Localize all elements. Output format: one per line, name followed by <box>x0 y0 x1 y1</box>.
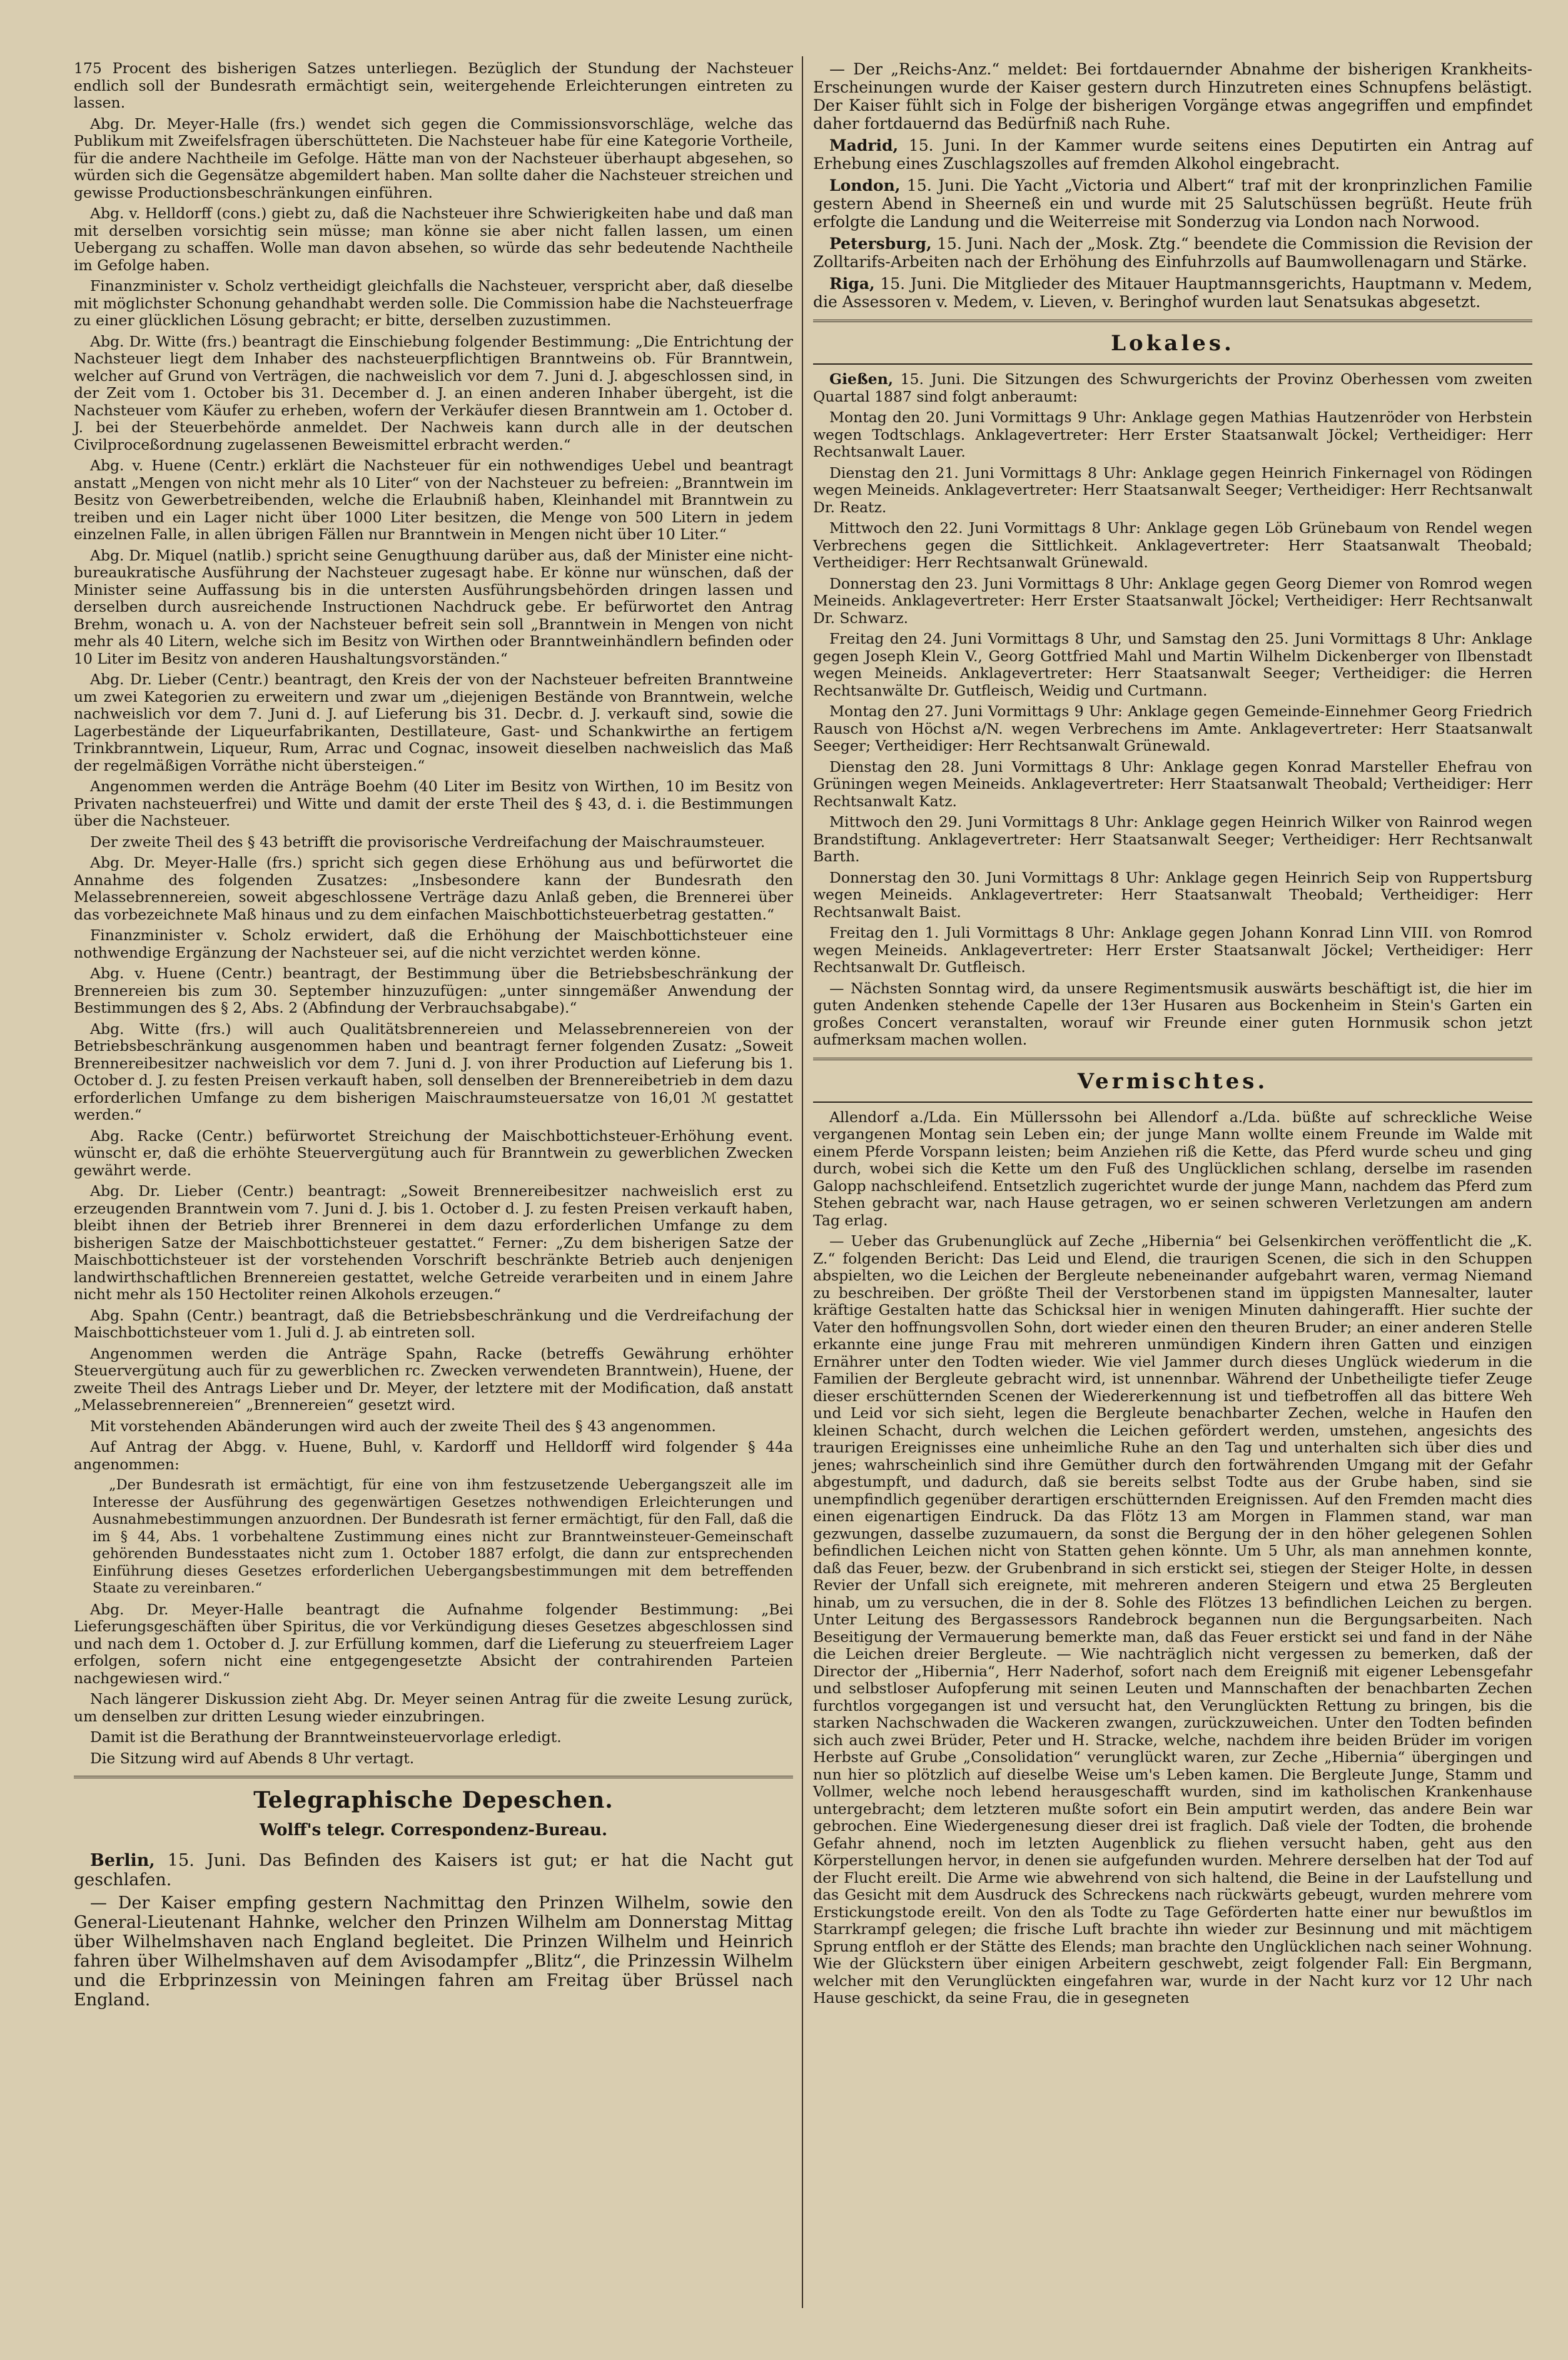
section-subtitle: Wolff's telegr. Correspondenz-Bureau. <box>260 1821 607 1840</box>
paragraph: Angenommen werden die Anträge Boehm (40 Liter im Besitz von Wirthen, 10 im Besitz von Privaten nachsteuerfrei) und Witte und damit der erste Theil des § 43, d. i. die Bestimmungen über die Nachsteuer. <box>74 777 793 829</box>
paragraph: Abg. v. Huene (Centr.) beantragt, der Bestimmung über die Betriebsbeschränkung der Brennereien bis zum 30. September hinzuzufügen: „unter sinngemäßer Anwendung der Bestimmungen des § 2, Abs. 2 (Abfindung der Verbrauchsabgabe).“ <box>74 965 793 1016</box>
dateline: Madrid, <box>829 136 899 154</box>
paragraph: Mittwoch den 29. Juni Vormittags 8 Uhr: Anklage gegen Heinrich Wilker von Rainrod wegen Brandstiftung. Anklagevertreter: Herr Staatsanwalt Seeger; Vertheidiger: Herr Rechtsanwalt Barth. <box>813 813 1532 865</box>
telegram-block <box>813 60 1532 311</box>
paragraph: Abg. Spahn (Centr.) beantragt, daß die Betriebsbeschränkung und die Verdreifachung der Maischbottichsteuer vom 1. Juli d. J. ab eintreten soll. <box>74 1306 793 1341</box>
telegram-block <box>74 1851 793 2010</box>
column-divider <box>802 56 803 2308</box>
dateline: Petersburg, <box>829 235 932 253</box>
dateline: Gießen, <box>829 370 894 388</box>
paragraph: Finanzminister v. Scholz erwidert, daß die Erhöhung der Maischbottichsteuer eine nothwendige Ergänzung der Nachsteuer sei, auf die nicht verzichtet werden könne. <box>74 926 793 961</box>
paragraph: Finanzminister v. Scholz vertheidigt gleichfalls die Nachsteuer, verspricht aber, daß dieselbe mit möglichster Schonung gehandhabt werden solle. Die Commission habe die Nachsteuerfrage zu einer glücklichen Lösung gebracht; er bitte, derselben zuzustimmen. <box>74 277 793 329</box>
paragraph: 15. Juni. Die Sitzungen des Schwurgerichts der Provinz Oberhessen vom zweiten Quartal 1887 sind folgt anberaumt: <box>813 370 1532 405</box>
paragraph: Donnerstag den 30. Juni Vormittags 8 Uhr: Anklage gegen Heinrich Seip von Ruppertsburg wegen Meineids. Anklagevertreter: Herr Staatsanwalt Theobald; Vertheidiger: Herr Rechtsanwalt Baist. <box>813 868 1532 921</box>
paragraph: Angenommen werden die Anträge Spahn, Racke (betreffs Gewährung erhöhter Steuervergütung auch für zu gewerblichen rc. Zwecken verwendeten Branntwein), Huene, der zweite Theil des Antrags Lieber und Dr. Meyer, der letztere mit der Modification, daß anstatt „Melassebrennereien“ „Brennereien“ gesetzt wird. <box>74 1344 793 1414</box>
paragraph: Abg. Dr. Meyer-Halle (frs.) spricht sich gegen diese Erhöhung aus und befürwortet die Annahme des folgenden Zusatzes: „Insbesondere kann der Bundesrath den Melassebrennereien, soweit abgeschlossene Verträge dazu Anlaß geben, die Brennerei über das vorbezeichnete Maß hinaus und zu dem einfachen Maischbottichsteuerbetrag gestatten.“ <box>74 854 793 923</box>
telegram-text: 15. Juni. Das Befinden des Kaisers ist gut; er hat die Nacht gut geschlafen. <box>74 1851 793 1890</box>
paragraph: Dienstag den 21. Juni Vormittags 8 Uhr: Anklage gegen Heinrich Finkernagel von Rödingen wegen Meineids. Anklagevertreter: Herr Staatsanwalt Seeger; Vertheidiger: Herr Rechtsanwalt Dr. Reatz. <box>813 463 1532 516</box>
section-divider <box>813 1058 1532 1060</box>
section-title-lokales: Lokales. <box>1111 331 1235 356</box>
paragraph: Montag den 20. Juni Vormittags 9 Uhr: Anklage gegen Mathias Hautzenröder von Herbstein wegen Todtschlags. Anklagevertreter: Herr Erster Staatsanwalt Jöckel; Vertheidiger: Herr Rechtsanwalt Lauer. <box>813 408 1532 460</box>
paragraph: Abg. v. Helldorff (cons.) giebt zu, daß die Nachsteuer ihre Schwierigkeiten habe und daß man mit derselben vorsichtig sein müsse; man könne sie aber nicht fallen lassen, um einen Uebergang zu schaffen. Wolle man davon absehen, so würde das sehr bedeutende Nachtheile im Gefolge haben. <box>74 205 793 274</box>
dateline: Riga, <box>829 275 875 293</box>
paragraph: Abg. Dr. Lieber (Centr.) beantragt, den Kreis der von der Nachsteuer befreiten Branntweine um zwei Kategorien zu erweitern und zwar um „diejenigen Bestände von Branntwein, welche nachweislich vor dem 7. Juni d. J. auf Lieferung bis 31. Decbr. d. J. verkauft sind, sowie die Lagerbestände der Liqueurfabrikanten, Destillateure, Gast- und Schankwirthe an fertigem Trinkbranntwein, Liqueur, Rum, Arrac und Cognac, insoweit dieselben nachweislich das Maß der regelmäßigen Vorräthe nicht übersteigen.“ <box>74 671 793 774</box>
telegram-text: 15. Juni. Nach der „Mosk. Ztg.“ beendete die Commission die Revision der Zolltarifs-Arbeiten nach der Erhöhung des Einfuhrzolls auf Baumwollenagarn und Stärke. <box>813 235 1532 271</box>
paragraph: Abg. Dr. Meyer-Halle (frs.) wendet sich gegen die Commissionsvorschläge, welche das Publikum mit Zweifelsfragen überschütteten. Die Nachsteuer habe für eine Kategorie Vortheile, für die andere Nachtheile im Gefolge. Hätte man von der Nachsteuer überhaupt abgesehen, so würden sich die Gegensätze abgemildert haben. Man sollte daher die Nachsteuer streichen und gewisse Productionsbeschränkungen einführen. <box>74 114 793 201</box>
telegram-text: — Der „Reichs-Anz.“ meldet: Bei fortdauernder Abnahme der bisherigen Krankheits-Erscheinungen wurde der Kaiser gestern durch Hinzutreten eines Schnupfens belästigt. Der Kaiser fühlt sich in Folge der bisherigen Vorgänge etwas angegriffen und empfindet daher fortdauernd das Bedürfniß nach Ruhe. <box>813 60 1532 133</box>
paragraph: Freitag den 1. Juli Vormittags 8 Uhr: Anklage gegen Johann Konrad Linn VIII. von Romrod wegen Meineids. Anklagevertreter: Herr Erster Staatsanwalt Jöckel; Vertheidiger: Herr Rechtsanwalt Dr. Gutfleisch. <box>813 924 1532 976</box>
paragraph: — Nächsten Sonntag wird, da unsere Regimentsmusik auswärts beschäftigt ist, die hier im guten Andenken stehende Capelle der 13er Husaren aus Bockenheim in Stein's Garten ein großes Concert veranstalten, worauf wir Freunde einer guten Hornmusik schon jetzt aufmerksam machen wollen. <box>813 979 1532 1048</box>
paragraph: Auf Antrag der Abgg. v. Huene, Buhl, v. Kardorff und Helldorff wird folgender § 44a angenommen: <box>74 1438 793 1473</box>
paragraph: Nach längerer Diskussion zieht Abg. Dr. Meyer seinen Antrag für die zweite Lesung zurück, um denselben zur dritten Lesung wieder einzubringen. <box>74 1690 793 1725</box>
paragraph: Mit vorstehenden Abänderungen wird auch der zweite Theil des § 43 angenommen. <box>90 1417 716 1435</box>
quoted-paragraph: „Der Bundesrath ist ermächtigt, für eine von ihm festzusetzende Uebergangszeit alle im Interesse der Ausführung des gegenwärtigen Gesetzes nothwendigen Erleichterungen und Ausnahmebestimmungen anzuordnen. Der Bundesrath ist ferner ermächtigt, für den Fall, daß die im § 44, Abs. 1 vorbehaltene Zustimmung eines nicht zur Branntweinsteuer-Gemeinschaft gehörenden Bundesstaates nicht zum 1. October 1887 erfolgt, die dann zur entsprechenden Einführung dieses Gesetzes erforderlichen Uebergangsbestimmungen mit dem betreffenden Staate zu vereinbaren.“ <box>93 1477 793 1596</box>
telegram-text: 15. Juni. Die Mitglieder des Mitauer Hauptmannsgerichts, Hauptmann v. Medem, die Assessoren v. Medem, v. Lieven, v. Beringhof wurden laut Senatsukas abgesetzt. <box>813 275 1532 311</box>
telegram-text: 15. Juni. In der Kammer wurde seitens eines Deputirten ein Antrag auf Erhebung eines Zuschlagszolles auf fremden Alkohol eingebracht. <box>813 136 1532 173</box>
paragraph: Abg. Racke (Centr.) befürwortet Streichung der Maischbottichsteuer-Erhöhung event. wünscht er, daß die erhöhte Steuervergütung auch für Branntwein zu gewerblichen Zwecken gewährt werde. <box>74 1127 793 1179</box>
paragraph: Abg. Dr. Meyer-Halle beantragt die Aufnahme folgender Bestimmung: „Bei Lieferungsgeschäften über Spiritus, die vor Verkündigung dieses Gesetzes abgeschlossen sind und nach dem 1. October d. J. zur Erfüllung kommen, darf die Lieferung zu steuerfreiem Lager erfolgen, sofern nicht eine entgegengesetzte Absicht der contrahirenden Parteien nachgewiesen wird.“ <box>74 1600 793 1687</box>
paragraph: Allendorf a./Lda. Ein Müllerssohn bei Allendorf a./Lda. büßte auf schreckliche Weise vergangenen Montag sein Leben ein; der junge Mann wollte einem Freunde im Walde mit einem Pferde Vorspann leisten; beim Anziehen riß die Kette, das Pferd wurde scheu und ging durch, wobei sich die Kette um den Fuß des Unglücklichen schlang, derselbe im rasenden Galopp nachschleifend. Entsetzlich zugerichtet wurde der junge Mann, nachdem das Pferd zum Stehen gebracht war, nach Hause getragen, wo er seinen schweren Verletzungen am andern Tag erlag. <box>813 1108 1532 1229</box>
paragraph: Abg. v. Huene (Centr.) erklärt die Nachsteuer für ein nothwendiges Uebel und beantragt anstatt „Mengen von nicht mehr als 10 Liter“ von der Nachsteuer zu befreien: „Branntwein im Besitz von Gewerbetreibenden, welche die Erlaubniß haben, Kleinhandel mit Branntwein zu treiben und ein Lager nicht über 1000 Liter besitzen, die Menge von 500 Litern in jedem einzelnen Falle, in allen übrigen Fällen nur Branntwein in Mengen nicht über 10 Liter.“ <box>74 457 793 543</box>
paragraph: 175 Procent des bisherigen Satzes unterliegen. Bezüglich der Stundung der Nachsteuer endlich soll der Bundesrath ermächtigt sein, weitergehende Erleichterungen eintreten zu lassen. <box>74 59 793 111</box>
paragraph: Donnerstag den 23. Juni Vormittags 8 Uhr: Anklage gegen Georg Diemer von Romrod wegen Meineids. Anklagevertreter: Herr Erster Staatsanwalt Jöckel; Vertheidiger: Herr Rechtsanwalt Dr. Schwarz. <box>813 574 1532 627</box>
paragraph: Abg. Witte (frs.) will auch Qualitätsbrennereien und Melassebrennereien von der Betriebsbeschränkung ausgenommen haben und beantragt ferner folgenden Zusatz: „Soweit Brennereibesitzer nachweislich vor dem 7. Juni d. J. von ihrer Production auf Lieferung bis 1. October d. J. zu festen Preisen verkauft haben, soll denselben der Brennereibetrieb in dem dazu erforderlichen Umfange zu dem bisherigen Maischraumsteuersatze von 16,01 ℳ gestattet werden.“ <box>74 1020 793 1123</box>
paragraph: Montag den 27. Juni Vormittags 9 Uhr: Anklage gegen Gemeinde-Einnehmer Georg Friedrich Rausch von Höchst a/N. wegen Verbrechens im Amte. Anklagevertreter: Herr Staatsanwalt Seeger; Vertheidiger: Herr Rechtsanwalt Grünewald. <box>813 702 1532 754</box>
section-title-telegrams: Telegraphische Depeschen. <box>253 1787 614 1813</box>
section-divider <box>74 1776 793 1778</box>
telegram-text: — Der Kaiser empfing gestern Nachmittag den Prinzen Wilhelm, sowie den General-Lieutenant Hahnke, welcher den Prinzen Wilhelm am Donnerstag Mittag über Wilhelmshaven nach England begleitet. Die Prinzen Wilhelm und Heinrich fahren über Wilhelmshaven auf dem Avisodampfer „Blitz“, die Prinzessin Wilhelm und die Erbprinzessin von Meiningen fahren am Freitag über Brüssel nach England. <box>74 1893 793 2010</box>
left-column <box>74 60 793 2318</box>
paragraph: Mittwoch den 22. Juni Vormittags 8 Uhr: Anklage gegen Löb Grünebaum von Rendel wegen Verbrechens gegen die Sittlichkeit. Anklagevertreter: Herr Staatsanwalt Theobald; Vertheidiger: Herr Rechtsanwalt Grünewald. <box>813 519 1532 571</box>
paragraph: Die Sitzung wird auf Abends 8 Uhr vertagt. <box>90 1749 415 1767</box>
paragraph: Abg. Dr. Miquel (natlib.) spricht seine Genugthuung darüber aus, daß der Minister eine nicht-bureaukratische Ausführung der Nachsteuer zugesagt habe. Er könne nur wünschen, daß der Minister seine Auffassung bis in die untersten Ausführungsbehörden dringen lassen und derselben durch ausreichende Instructionen Nachdruck gebe. Er befürwortet den Antrag Brehm, wonach u. A. von der Nachsteuer befreit sein soll „Branntwein in Mengen von nicht mehr als 40 Litern, welche sich im Besitz von Wirthen oder Branntweinhändlern befinden oder 10 Liter im Besitz von anderen Haushaltungsvorständen.“ <box>74 546 793 667</box>
section-divider <box>813 1102 1532 1103</box>
dateline: Berlin, <box>90 1851 155 1870</box>
paragraph: Abg. Dr. Lieber (Centr.) beantragt: „Soweit Brennereibesitzer nachweislich erst zu erzeugenden Branntwein vom 7. Juni d. J. bis 1. October d. J. zu festen Preisen verkauft haben, bleibt ihnen der Betrieb ihrer Brennerei in dem dazu erforderlichen Umfange zu dem bisherigen Satze der Maischbottichsteuer gestattet.“ Ferner: „Zu dem bisherigen Satze der Maischbottichsteuer ist der vorstehenden Vorschrift beschränkte Betrieb auch denjenigen landwirthschaftlichen Brennereien gestattet, welche Getreide verarbeiten und in einem Jahre nicht mehr als 150 Hectoliter reinen Alkohols erzeugen.“ <box>74 1182 793 1303</box>
paragraph: Abg. Dr. Witte (frs.) beantragt die Einschiebung folgender Bestimmung: „Die Entrichtung der Nachsteuer liegt dem Inhaber des nachsteuerpflichtigen Branntweins ob. Für Branntwein, welcher auf Grund von Verträgen, die nachweislich vor dem 7. Juni d. J. abgeschlossen sind, in der Zeit vom 1. October bis 31. December d. J. an einen anderen Inhaber übergeht, ist die Nachsteuer vom Käufer zu erheben, wofern der Verkäufer diesen Branntwein am 1. October d. J. bei der Steuerbehörde anmeldet. Der Nachweis kann durch alle in der deutschen Civilproceßordnung zugelassenen Beweismittel erbracht werden.“ <box>74 332 793 453</box>
paragraph: Dienstag den 28. Juni Vormittags 8 Uhr: Anklage gegen Konrad Marsteller Ehefrau von Grüningen wegen Meineids. Anklagevertreter: Herr Staatsanwalt Theobald; Vertheidiger: Herr Rechtsanwalt Katz. <box>813 757 1532 810</box>
section-divider <box>813 363 1532 365</box>
paragraph: Freitag den 24. Juni Vormittags 8 Uhr, und Samstag den 25. Juni Vormittags 8 Uhr: Anklage gegen Joseph Klein V., Georg Gottfried Mahl und Martin Wilhelm Dickenberger von Ilbenstadt wegen Meineids. Anklagevertreter: Herr Staatsanwalt Seeger; Vertheidiger: die Herren Rechtsanwälte Dr. Gutfleisch, Weidig und Curtmann. <box>813 630 1532 699</box>
telegram-text: 15. Juni. Die Yacht „Victoria und Albert“ traf mit der kronprinzlichen Familie gestern Abend in Sheerneß ein und wurde mit 25 Salutschüssen begrüßt. Heute früh erfolgte die Landung und die Weiterreise mit Sonderzug via London nach Norwood. <box>813 176 1532 231</box>
right-column <box>813 60 1532 2318</box>
section-divider <box>813 320 1532 322</box>
paragraph: Damit ist die Berathung der Branntweinsteuervorlage erledigt. <box>90 1728 562 1746</box>
section-title-vermischtes: Vermischtes. <box>1077 1068 1268 1094</box>
dateline: London, <box>829 176 901 195</box>
paragraph: — Ueber das Grubenunglück auf Zeche „Hibernia“ bei Gelsenkirchen veröffentlicht die „K. Z.“ folgenden Bericht: Das Leid und Elend, die traurigen Scenen, die sich in den Schuppen abspielten, wo die Leichen der Bergleute nebeneinander aufgebahrt waren, vermag Niemand zu beschreiben. Der größte Theil der Verstorbenen stand im üppigsten Mannesalter, lauter kräftige Gestalten hatte das Schicksal hier in wenigen Minuten dahingerafft. Hier suchte der Vater den hoffnungsvollen Sohn, dort wieder einen den theuren Bruder; an einer anderen Stelle erkannte eine junge Frau mit mehreren unmündigen Kindern ihren Gatten und einzigen Ernährer unter den Todten wieder. Wie viel Jammer durch dieses Unglück wiederum in die Familien der Bergleute gebracht wird, ist unnennbar. Während der Unbetheiligte tiefer Zeuge dieser erschütternden Scenen der Wiedererkennung ist und tiefbetroffen all das bittere Weh und Leid vor sich sieht, legen die Bergleute benachbarter Zechen, welche in Haufen den kleinen Schacht, durch welchen die Leichen gefördert werden, umstehen, angesichts des traurigen Ereignisses eine unheimliche Ruhe an den Tag und unterhalten sich über dies und jenes; wahrscheinlich sind ihre Gemüther durch den fortwährenden Umgang mit der Gefahr abgestumpft, und dadurch, daß sie bereits selbst Todte aus der Grube haben, sind sie unempfindlich gegenüber derartigen erschütternden Ereignissen. Auf den Fremden macht dies einen eigenartigen Eindruck. Da das Flötz 13 am Morgen in Flammen stand, war man gezwungen, dasselbe zuzumauern, da sonst die Bergung der in den höher gelegenen Sohlen befindlichen Leichen nicht von Statten gehen könnte. Um 5 Uhr, als man annehmen konnte, daß das Feuer, bezw. der Grubenbrand in sich erstickt sei, stiegen der Steiger Holte, in dessen Revier der Unfall sich ereignete, mit mehreren anderen Steigern und etwa 25 Bergleuten hinab, um zu versuchen, die in der 8. Sohle des Flötzes 13 befindlichen Leichen zu bergen. Unter Leitung des Bergassessors Randebrock begannen nun die Bergungsarbeiten. Nach Beseitigung der Vermauerung bemerkte man, daß das Feuer erstickt sei und fand in der Nähe die Leichen dreier Bergleute. — Wie nachträglich nicht vergessen zu bemerken, daß der Director der „Hibernia“, Herr Naderhof, sofort nach dem Ereigniß mit eigener Lebensgefahr und selbstloser Aufopferung mit seinen Leuten und Mannschaften der benachbarten Zechen furchtlos vorgegangen ist und versucht hat, den Verunglückten Rettung zu bringen, bis die starken Nachschwaden die Wackeren zwangen, zurückzuweichen. Unter den Todten befinden sich auch zwei Brüder, Peter und H. Stracke, welche, nachdem ihre beiden Brüder im vorigen Herbste auf Grube „Consolidation“ verunglückt waren, zur Zeche „Hibernia“ übergingen und nun hier so plötzlich auf dieselbe Weise um's Leben kamen. Die Bergleute Junge, Stamm und Vollmer, welche noch lebend herausgeschafft wurden, sind im katholischen Krankenhause untergebracht; dem letzteren mußte sofort ein Bein amputirt werden, das andere Bein war gebrochen. Eine Wiedergenesung dieser drei ist fraglich. Daß viele der Todten, die brohende Gefahr ahnend, noch im letzten Augenblick zu fliehen versucht haben, geht aus den Körperstellungen hervor, in denen sie aufgefunden wurden. Mehrere derselben hat der Tod auf der Flucht ereilt. Die Arme wie abwehrend von sich haltend, die Beine in der Laufstellung und das Gesicht mit dem Ausdruck des Schreckens nach rückwärts gebeugt, wurden mehrere vom Erstickungstode ereilt. Von den als Todte zu Tage Geförderten hatte einer nur bewußtlos im Starrkrampf gelegen; die frische Luft brachte ihn wieder zur Besinnung und mit mächtigem Sprung entfloh er der Stätte des Elends; man brachte den Unglücklichen nach seiner Wohnung. Wie der Glückstern über einigen Arbeitern geschwebt, zeigt folgender Fall: Ein Bergmann, welcher mit den Verunglückten eingefahren war, wurde in der Nacht kurz vor 12 Uhr nach Hause geschickt, da seine Frau, die in gesegneten <box>813 1232 1532 2007</box>
paragraph: Der zweite Theil des § 43 betrifft die provisorische Verdreifachung der Maischraumsteuer. <box>90 833 766 851</box>
